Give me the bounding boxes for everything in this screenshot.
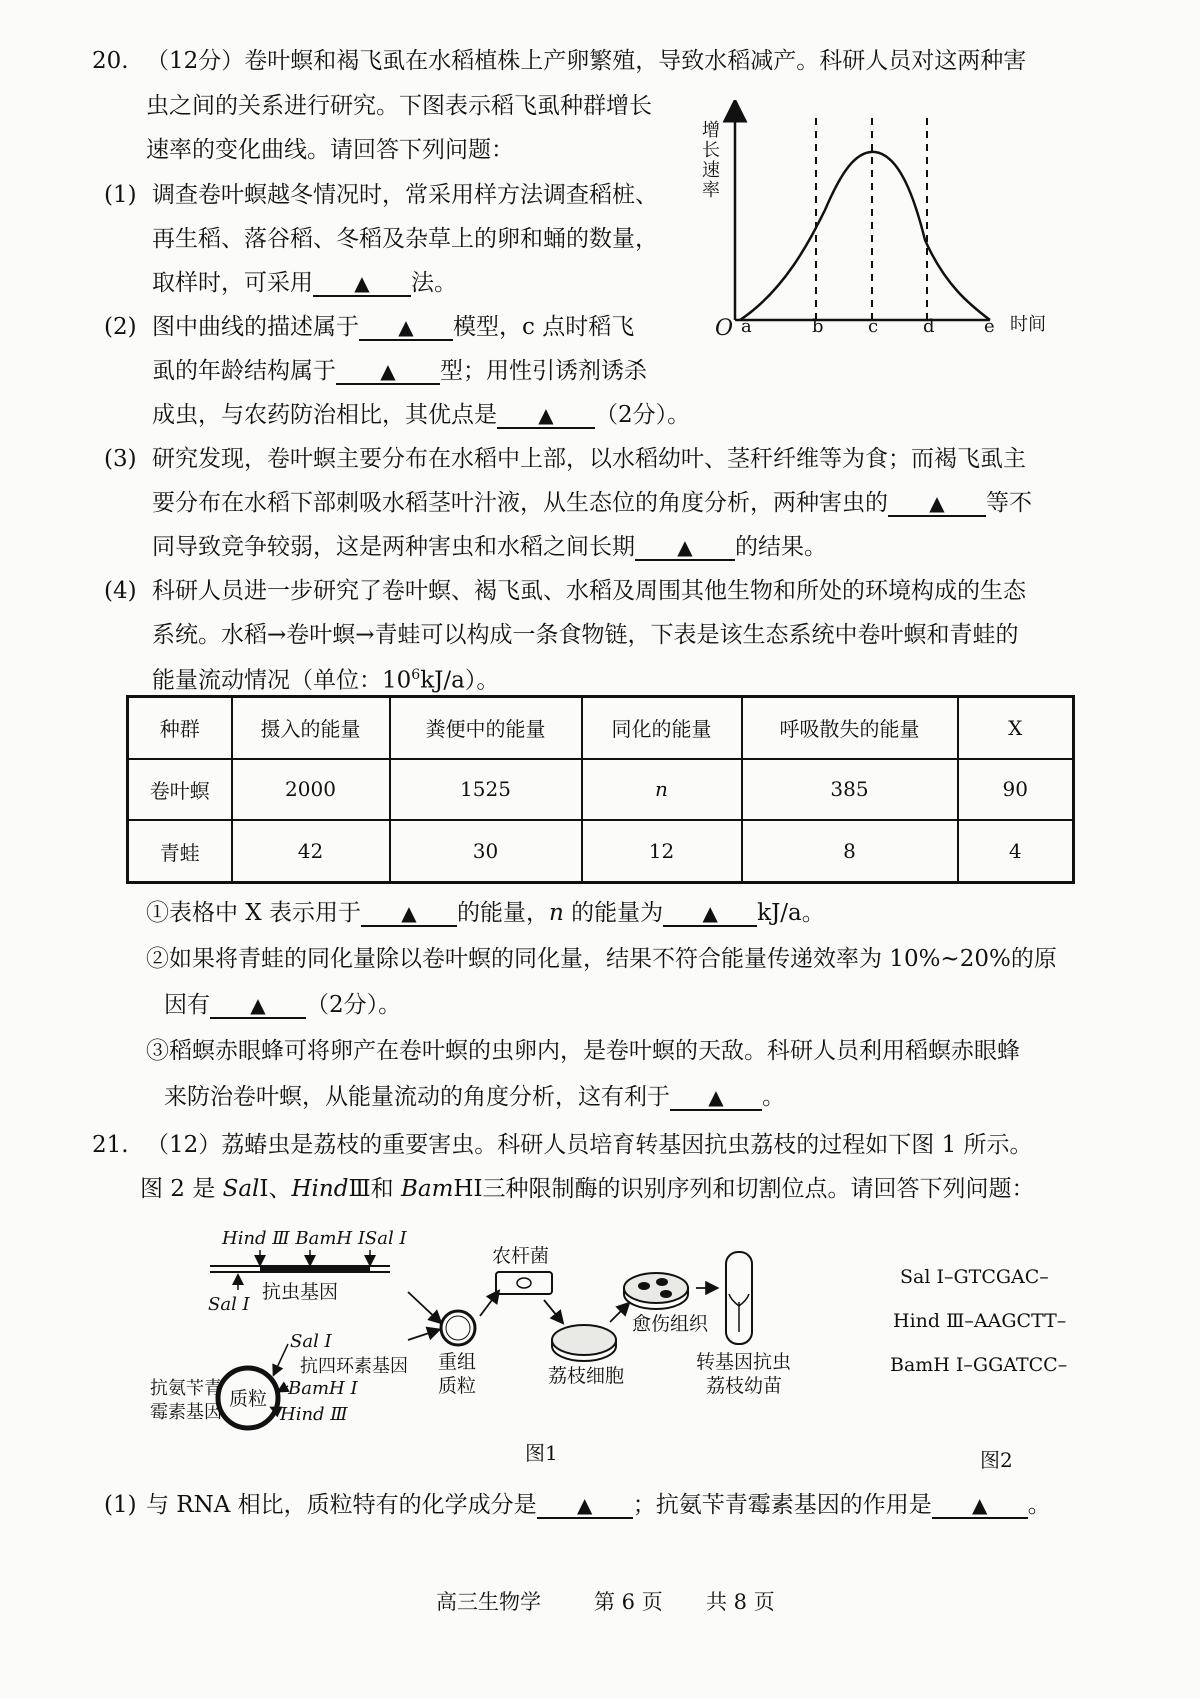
- tetracycline-gene-label: 抗四环素基因: [300, 1356, 408, 1377]
- q20-part3-number: (3): [104, 446, 137, 472]
- q20-part2-line2: 虱的年龄结构属于 ▲ 型；用性引诱剂诱杀: [152, 358, 647, 384]
- q21-part1-line: 与 RNA 相比，质粒特有的化学成分是 ▲ ；抗氨苄青霉素基因的作用是 ▲ 。: [146, 1492, 1051, 1518]
- answer-blank[interactable]: ▲: [210, 994, 306, 1019]
- table-header-cell: 粪便中的能量: [390, 697, 582, 759]
- fig2-row-hind: Hind Ⅲ–AAGCTT–: [893, 1310, 1067, 1332]
- q20-part1-line3: 取样时，可采用 ▲ 法。: [152, 270, 457, 296]
- y-axis-label: 增长速率: [702, 120, 720, 201]
- flow-arrow: [610, 1304, 628, 1322]
- table-row: [128, 820, 1074, 882]
- q20-part1-line2: 再生稻、落谷稻、冬稻及杂草上的卵和蛹的数量，: [152, 226, 658, 252]
- q20-sub3-line1: ③稻螟赤眼蜂可将卵产在卷叶螟的虫卵内，是卷叶螟的天敌。科研人员利用稻螟赤眼蜂: [146, 1038, 1020, 1064]
- q20-intro-line3: 速率的变化曲线。请回答下列问题：: [146, 137, 514, 163]
- lychee-cells-label: 荔枝细胞: [548, 1365, 625, 1387]
- table-cell: 385: [742, 759, 958, 820]
- site-pointer: [274, 1344, 288, 1374]
- sal-site-label: Sal Ⅰ: [208, 1294, 250, 1315]
- recombinant-label-1: 重组: [438, 1351, 477, 1373]
- q20-intro-line2: 虫之间的关系进行研究。下图表示稻飞虱种群增长: [146, 93, 652, 119]
- table-header-cell: 呼吸散失的能量: [742, 697, 958, 759]
- plasmid-sal-label: Sal Ⅰ: [290, 1331, 332, 1352]
- table-cell: 卷叶螟: [128, 759, 232, 820]
- q20-part3-line2: 要分布在水稻下部刺吸水稻茎叶汁液，从生态位的角度分析，两种害虫的 ▲ 等不: [152, 490, 1032, 516]
- table-cell: n: [582, 759, 742, 820]
- q21-part1-number: (1): [104, 1492, 137, 1518]
- q20-part1-line1: 调查卷叶螟越冬情况时，常采用样方法调查稻桩、: [152, 182, 658, 208]
- q20-sub1: ①表格中 X 表示用于 ▲ 的能量，n 的能量为 ▲ kJ/a。: [146, 900, 825, 926]
- table-cell: 90: [958, 759, 1074, 820]
- agrobacterium-label: 农杆菌: [492, 1245, 550, 1267]
- recombinant-label-2: 质粒: [438, 1375, 477, 1397]
- q20-intro-line1: （12分）卷叶螟和褐飞虱在水稻植株上产卵繁殖，导致水稻减产。科研人员对这两种害: [146, 48, 1027, 74]
- q20-sub2-line2: 因有 ▲ （2分）。: [164, 992, 402, 1018]
- table-header-row: [128, 697, 1074, 759]
- flow-arrow: [480, 1292, 498, 1316]
- point-label-c: c: [868, 316, 879, 337]
- callus-blob: [656, 1278, 668, 1286]
- agrobacterium-plasmid: [517, 1278, 531, 1288]
- callus-dish: [624, 1273, 688, 1303]
- footer-total: 共 8 页: [706, 1590, 775, 1614]
- point-label-b: b: [812, 316, 824, 337]
- answer-blank[interactable]: ▲: [670, 1086, 762, 1111]
- plasmid-hind-label: Hind Ⅲ: [280, 1404, 348, 1425]
- q21-number: 21.: [92, 1132, 129, 1158]
- plasmid-bam-label: BamH Ⅰ: [288, 1378, 358, 1399]
- point-label-e: e: [984, 316, 995, 337]
- figure-1-caption: 图1: [525, 1441, 558, 1465]
- q20-part2-number: (2): [104, 314, 137, 340]
- seedling-label-2: 荔枝幼苗: [706, 1375, 783, 1397]
- table-cell: 1525: [390, 759, 582, 820]
- table-header-cell: 同化的能量: [582, 697, 742, 759]
- q20-part2-line1: 图中曲线的描述属于 ▲ 模型，c 点时稻飞: [152, 314, 635, 340]
- fig2-row-bam: BamH Ⅰ–GGATCC–: [890, 1354, 1068, 1376]
- growth-curve: [740, 152, 990, 320]
- answer-blank[interactable]: ▲: [336, 360, 440, 385]
- fragment-enzymes-label: Hind Ⅲ BamH ⅠSal Ⅰ: [222, 1228, 407, 1249]
- table-header-cell: 种群: [128, 697, 232, 759]
- table-cell: 42: [232, 820, 390, 882]
- growth-rate-chart: [690, 100, 1050, 350]
- q20-part4-line3: 能量流动情况（单位：$10^6kJ/a$）。: [152, 667, 500, 694]
- figure-2-caption: 图2: [980, 1448, 1013, 1472]
- table-cell: 4: [958, 820, 1074, 882]
- footer-subject: 高三生物学: [436, 1590, 541, 1614]
- callus-label: 愈伤组织: [632, 1313, 709, 1335]
- seedling-label-1: 转基因抗虫: [696, 1351, 792, 1373]
- point-label-d: d: [923, 316, 935, 337]
- energy-table: [126, 695, 1075, 884]
- q20-number: 20.: [92, 48, 129, 74]
- table-cell: 30: [390, 820, 582, 882]
- answer-blank[interactable]: ▲: [361, 902, 457, 927]
- q20-part1-number: (1): [104, 182, 137, 208]
- q21-line2: 图 2 是 SalⅠ、HindⅢ和 BamHⅠ三种限制酶的识别序列和切割位点。请回答下列问题：: [140, 1176, 1035, 1202]
- table-row: [128, 759, 1074, 820]
- answer-blank[interactable]: ▲: [888, 492, 986, 517]
- flow-arrow: [408, 1292, 440, 1322]
- ampicillin-gene-label-1: 抗氨苄青: [150, 1378, 222, 1399]
- q20-part3-line3: 同导致竞争较弱，这是两种害虫和水稻之间长期 ▲ 的结果。: [152, 534, 827, 560]
- ampicillin-gene-label-2: 霉素基因: [150, 1402, 222, 1423]
- site-pointer: [279, 1386, 288, 1391]
- agrobacterium-cell: [496, 1272, 552, 1294]
- q20-part4-line1: 科研人员进一步研究了卷叶螟、褐飞虱、水稻及周围其他生物和所处的环境构成的生态: [152, 578, 1026, 604]
- q20-part2-line3: 成虫，与农药防治相比，其优点是 ▲ （2分）。: [152, 402, 691, 428]
- answer-blank[interactable]: ▲: [932, 1494, 1028, 1519]
- answer-blank[interactable]: ▲: [497, 404, 595, 429]
- callus-blob: [638, 1282, 650, 1290]
- fig2-row-sal: Sal Ⅰ–GTCGAC–: [900, 1266, 1049, 1288]
- recombinant-plasmid-inner: [446, 1316, 470, 1340]
- answer-blank[interactable]: ▲: [635, 536, 735, 561]
- answer-blank[interactable]: ▲: [313, 272, 411, 297]
- point-label-a: a: [741, 316, 752, 337]
- flow-arrow: [408, 1330, 438, 1340]
- answer-blank[interactable]: ▲: [359, 316, 453, 341]
- flow-arrow: [544, 1300, 562, 1322]
- plasmid-label: 质粒: [229, 1388, 268, 1410]
- answer-blank[interactable]: ▲: [663, 902, 757, 927]
- gene-label: 抗虫基因: [262, 1281, 339, 1303]
- x-axis-label: 时间: [1010, 314, 1046, 335]
- answer-blank[interactable]: ▲: [537, 1494, 633, 1519]
- lychee-cells-dish: [552, 1325, 616, 1355]
- footer-page: 第 6 页: [594, 1590, 663, 1614]
- q20-sub3-line2: 来防治卷叶螟，从能量流动的角度分析，这有利于 ▲ 。: [164, 1084, 785, 1110]
- origin-label: O: [715, 316, 734, 341]
- q20-sub2-line1: ②如果将青蛙的同化量除以卷叶螟的同化量，结果不符合能量传递效率为 10%~20%的原: [146, 946, 1057, 972]
- table-cell: 2000: [232, 759, 390, 820]
- callus-blob: [660, 1290, 672, 1298]
- table-cell: 12: [582, 820, 742, 882]
- gene-segment: [260, 1266, 370, 1272]
- q21-line1: （12）荔蝽虫是荔枝的重要害虫。科研人员培育转基因抗虫荔枝的过程如下图 1 所示。: [146, 1132, 1033, 1158]
- table-header-cell: 摄入的能量: [232, 697, 390, 759]
- q20-part4-line2: 系统。水稻→卷叶螟→青蛙可以构成一条食物链，下表是该生态系统中卷叶螟和青蛙的: [152, 622, 1019, 648]
- q20-part4-number: (4): [104, 578, 137, 604]
- figure-1-diagram: [150, 1222, 870, 1502]
- table-header-cell: X: [958, 697, 1074, 759]
- table-cell: 青蛙: [128, 820, 232, 882]
- q20-part3-line1: 研究发现，卷叶螟主要分布在水稻中上部，以水稻幼叶、茎秆纤维等为食；而褐飞虱主: [152, 446, 1026, 472]
- table-cell: 8: [742, 820, 958, 882]
